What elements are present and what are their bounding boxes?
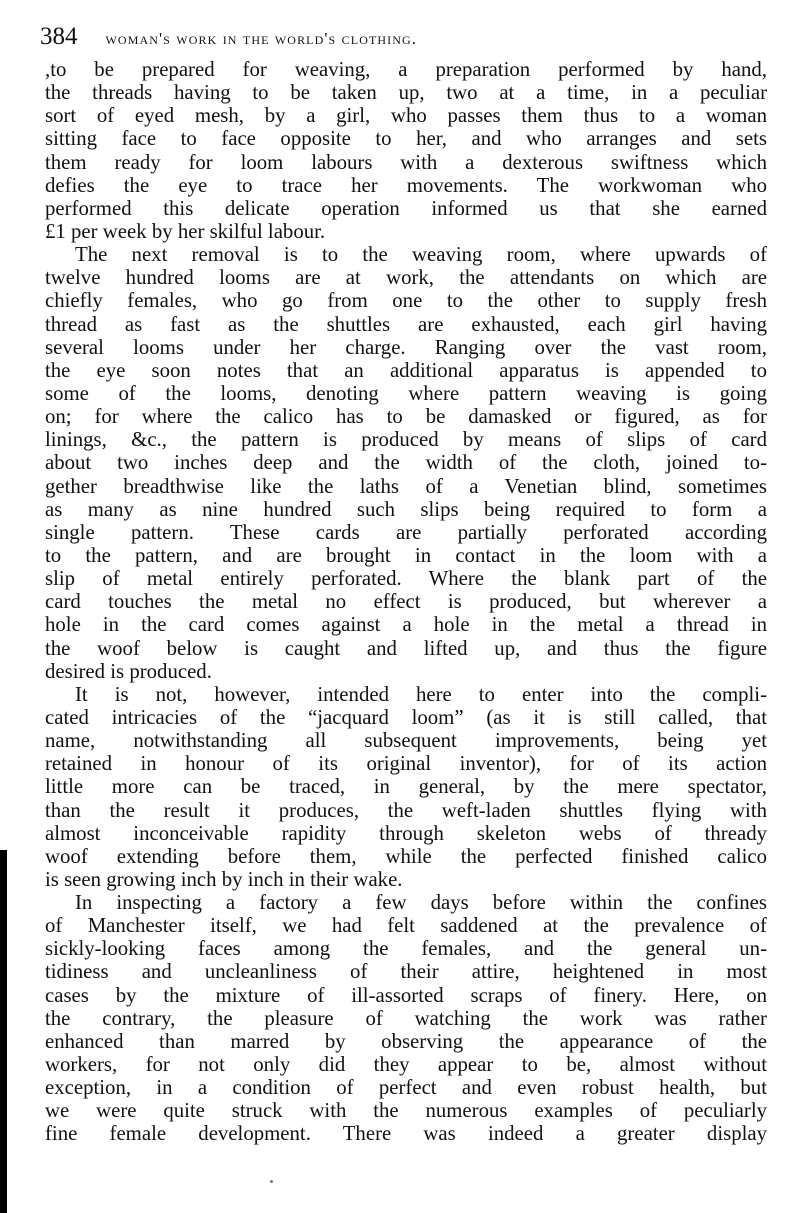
text-line: enhanced than marred by observing the appearance of the: [45, 1029, 767, 1053]
text-line: ,to be prepared for weaving, a preparation performed by hand,: [45, 58, 767, 81]
text-line: about two inches deep and the width of the cloth, joined to-: [45, 451, 767, 475]
text-line: we were quite struck with the numerous examples of peculiarly: [45, 1099, 767, 1123]
text-line: the woof below is caught and lifted up, and thus the figure: [45, 636, 767, 660]
text-line: thread as fast as the shuttles are exhausted, each girl having: [45, 312, 767, 336]
text-line: the threads having to be taken up, two at a time, in a peculiar: [45, 81, 767, 105]
text-line: retained in honour of its original inventor), for of its action: [45, 752, 767, 776]
article-body: [45, 58, 767, 1146]
text-line: hole in the card comes against a hole in the metal a thread in: [45, 613, 767, 637]
text-line: is seen growing inch by inch in their wake.: [45, 867, 403, 891]
text-line: exception, in a condition of perfect and even robust health, but: [45, 1076, 767, 1100]
page-header: [40, 22, 760, 52]
text-line: chiefly females, who go from one to the other to supply fresh: [45, 289, 767, 313]
text-line: cases by the mixture of ill-assorted scraps of finery. Here, on: [45, 983, 767, 1007]
text-line: almost inconceivable rapidity through skeleton webs of thready: [45, 821, 767, 845]
text-line: twelve hundred looms are at work, the attendants on which are: [45, 266, 767, 290]
text-line: the eye soon notes that an additional apparatus is appended to: [45, 358, 767, 382]
text-line: It is not, however, intended here to enter into the compli-: [75, 682, 767, 706]
text-line: some of the looms, denoting where pattern weaving is going: [45, 381, 767, 405]
text-line: little more can be traced, in general, by the mere spectator,: [45, 775, 767, 799]
text-line: them ready for loom labours with a dexterous swiftness which: [45, 150, 767, 174]
text-line: cated intricacies of the “jacquard loom” (as it is still called, that: [45, 705, 767, 729]
scan-dust-mark: [270, 1180, 273, 1183]
page-number: 384: [40, 23, 78, 50]
text-line: card touches the metal no effect is produced, but wherever a: [45, 590, 767, 614]
text-line: the contrary, the pleasure of watching the work was rather: [45, 1006, 767, 1030]
text-line: than the result it produces, the weft-laden shuttles flying with: [45, 798, 767, 822]
text-line: £1 per week by her skilful labour.: [45, 219, 326, 243]
text-line: In inspecting a factory a few days before within the confines: [75, 891, 767, 915]
text-line: sickly-looking faces among the females, and the general un-: [45, 937, 767, 961]
text-line: linings, &c., the pattern is produced by means of slips of card: [45, 428, 767, 452]
text-line: several looms under her charge. Ranging over the vast room,: [45, 335, 767, 359]
text-line: The next removal is to the weaving room, where upwards of: [75, 243, 767, 267]
text-line: sitting face to face opposite to her, and who arranges and sets: [45, 127, 767, 151]
text-line: slip of metal entirely perforated. Where the blank part of the: [45, 567, 767, 591]
text-line: defies the eye to trace her movements. The workwoman who: [45, 173, 767, 197]
text-line: tidiness and uncleanliness of their attire, heightened in most: [45, 960, 767, 984]
text-line: as many as nine hundred such slips being required to form a: [45, 497, 767, 521]
text-line: single pattern. These cards are partially perforated according: [45, 520, 767, 544]
text-line: performed this delicate operation informed us that she earned: [45, 196, 767, 220]
text-line: name, notwithstanding all subsequent improvements, being yet: [45, 729, 767, 753]
text-line: woof extending before them, while the perfected finished calico: [45, 844, 767, 868]
running-title: woman's work in the world's clothing.: [105, 29, 418, 48]
text-line: of Manchester itself, we had felt saddened at the prevalence of: [45, 914, 767, 938]
text-line: sort of eyed mesh, by a girl, who passes them thus to a woman: [45, 104, 767, 128]
text-line: fine female development. There was indeed a greater display: [45, 1122, 767, 1146]
text-line: workers, for not only did they appear to be, almost without: [45, 1053, 767, 1077]
text-line: desired is produced.: [45, 659, 212, 683]
text-line: to the pattern, and are brought in contact in the loom with a: [45, 543, 767, 567]
text-line: on; for where the calico has to be damasked or figured, as for: [45, 405, 767, 429]
scan-edge-shadow: [0, 850, 7, 1213]
text-line: gether breadthwise like the laths of a Venetian blind, sometimes: [45, 474, 767, 498]
